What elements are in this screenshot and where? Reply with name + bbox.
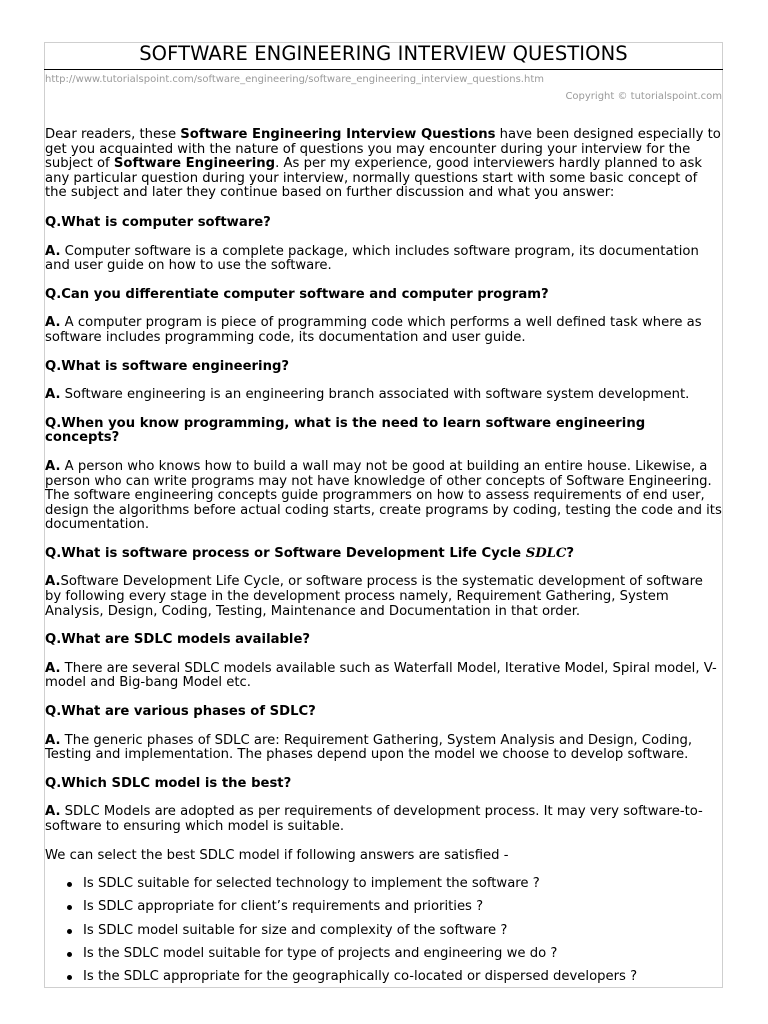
list-item (45, 947, 723, 962)
title-divider (44, 69, 723, 70)
list-item-text: Is the SDLC appropriate for the geographically co-located or dispersed developers ? (83, 969, 638, 985)
question-end: ? (566, 545, 575, 561)
intro-paragraph (45, 128, 723, 201)
answer-text: There are several SDLC models available such as Waterfall Model, Iterative Model, Spiral model, V-model and Big-bang Model etc. (45, 660, 717, 691)
question-6: Q.What are SDLC models available? (45, 632, 311, 648)
question-sdlc-term: SDLC (525, 545, 567, 561)
source-url[interactable]: http://www.tutorialspoint.com/software_engineering/software_engineering_interview_questions.htm (45, 74, 544, 85)
answer-8 (45, 805, 723, 834)
question-text: Q.What is software process or Software Development Life Cycle (45, 545, 526, 561)
copyright-notice: Copyright © tutorialspoint.com (565, 91, 722, 102)
answer-prefix: A. (45, 804, 61, 820)
answer-prefix: A. (45, 243, 61, 259)
answer-prefix: A. (45, 387, 61, 403)
answer-6 (45, 662, 723, 691)
question-5 (45, 547, 723, 562)
intro-text-3: . As per my experience, good interviewers hardly planned to ask any particular question during your interview, normally questions start with some basic concept of the subject and later they continue based on further discussion and what you answer: (45, 156, 702, 201)
bullet-icon (67, 929, 72, 934)
list-item-text: Is SDLC model suitable for size and complexity of the software ? (83, 922, 508, 938)
answer-2 (45, 316, 723, 345)
question-1: Q.What is computer software? (45, 214, 271, 230)
answer-prefix: A. (45, 732, 61, 748)
selection-intro: We can select the best SDLC model if following answers are satisfied - (45, 847, 509, 863)
answer-text: Computer software is a complete package, which includes software program, its documentation and user guide on how to use the software. (45, 243, 699, 274)
question-8: Q.Which SDLC model is the best? (45, 775, 292, 791)
list-item (45, 877, 723, 892)
question-2: Q.Can you differentiate computer software and computer program? (45, 286, 549, 302)
question-4: Q.When you know programming, what is the need to learn software engineering concepts? (45, 415, 646, 446)
intro-bold-1: Software Engineering Interview Questions (180, 127, 496, 142)
answer-7 (45, 734, 723, 763)
answer-text: Software engineering is an engineering branch associated with software system development. (60, 387, 690, 403)
question-7: Q.What are various phases of SDLC? (45, 704, 316, 720)
answer-text: A person who knows how to build a wall may not be good at building an entire house. Likewise, a person who can write programs may not have knowledge of other concepts of Software Engineering. The software engineering concepts guide programmers on how to assess requirements of end user, design the algorithms before actual coding starts, create programs by coding, testing the code and its documentation. (45, 458, 722, 533)
answer-3 (45, 388, 723, 403)
intro-text-2: have been designed especially to get you acquainted with the nature of questions you may encounter during your interview for the subject of (45, 127, 721, 172)
answer-prefix: A. (45, 574, 61, 590)
page-title: SOFTWARE ENGINEERING INTERVIEW QUESTIONS (139, 42, 628, 65)
list-item-text: Is SDLC appropriate for client’s requirements and priorities ? (83, 899, 484, 915)
list-item (45, 970, 723, 985)
answer-text: A computer program is piece of programming code which performs a well defined task where as software includes programming code, its documentation and user guide. (45, 315, 702, 345)
document-body (45, 128, 723, 994)
bullet-icon (67, 905, 72, 910)
intro-text-1: Dear readers, these (45, 127, 181, 142)
answer-5 (45, 575, 723, 619)
bullet-icon (67, 882, 72, 887)
bullet-icon (67, 975, 72, 980)
answer-1 (45, 245, 723, 274)
list-item (45, 924, 723, 939)
list-item (45, 900, 723, 915)
question-3: Q.What is software engineering? (45, 358, 290, 374)
intro-bold-2: Software Engineering (113, 156, 276, 172)
bullet-icon (67, 952, 72, 957)
answer-prefix: A. (45, 660, 61, 676)
answer-prefix: A. (45, 458, 61, 474)
list-item-text: Is the SDLC model suitable for type of projects and engineering we do ? (83, 946, 558, 962)
selection-criteria-list (45, 877, 723, 985)
answer-4 (45, 460, 723, 533)
list-item-text: Is SDLC suitable for selected technology to implement the software ? (83, 876, 540, 892)
answer-text: SDLC Models are adopted as per requirements of development process. It may very software-to-software to ensuring which model is suitable. (45, 804, 703, 834)
answer-text: Software Development Life Cycle, or software process is the systematic development of software by following every stage in the development process namely, Requirement Gathering, System Analysis, Design, Coding, Testing, Maintenance and Documentation in that order. (45, 574, 703, 619)
answer-prefix: A. (45, 315, 61, 331)
answer-text: The generic phases of SDLC are: Requirement Gathering, System Analysis and Design, Coding, Testing and implementation. The phases depend upon the model we choose to develop software. (45, 732, 693, 763)
